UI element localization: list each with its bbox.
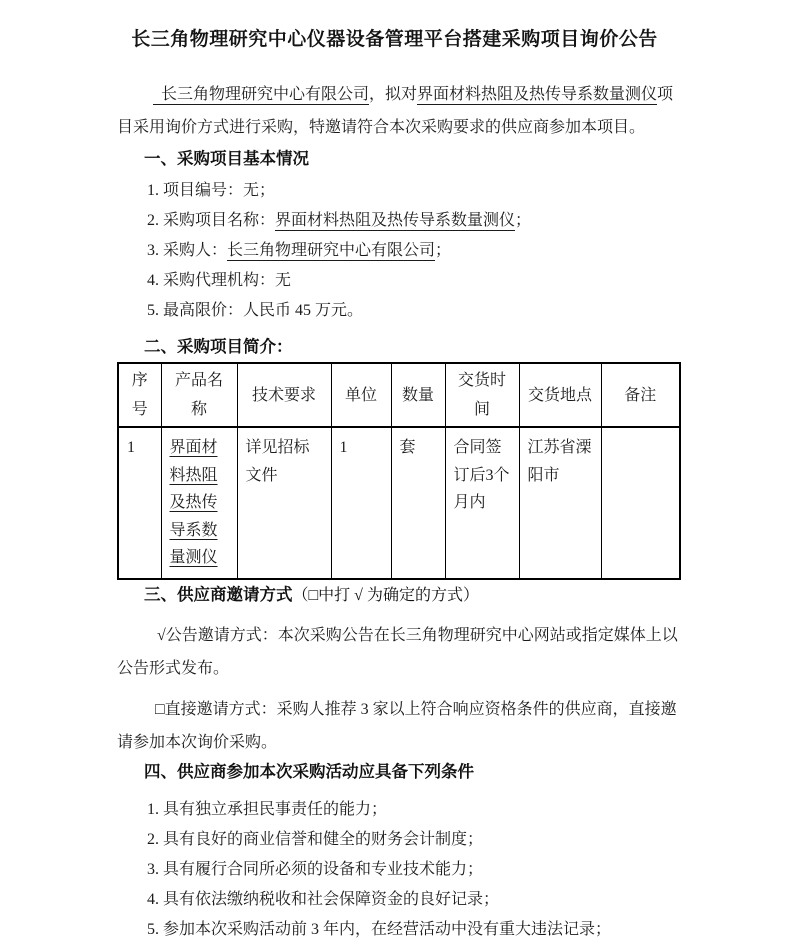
section4-list bbox=[117, 795, 685, 945]
section4-heading: 四、供应商参加本次采购活动应具备下列条件 bbox=[144, 762, 474, 781]
col-header-delivery-time: 交货时间 bbox=[445, 363, 519, 427]
list-item-purchaser: 3. 采购人：长三角物理研究中心有限公司； bbox=[147, 242, 452, 259]
intro-text-tail: 项目采用询价方式进行采购，特邀请符合本次采购要求的供应商参加本项目。 bbox=[117, 86, 674, 136]
cell-seq: 1 bbox=[118, 427, 161, 579]
table-header-row bbox=[118, 363, 680, 427]
project-name-underlined: 界面材料热阻及热传导系数量测仪 bbox=[275, 212, 516, 229]
list-item-project-name: 2. 采购项目名称：界面材料热阻及热传导系数量测仪； bbox=[147, 212, 532, 229]
col-header-delivery-place: 交货地点 bbox=[519, 363, 601, 427]
list-item-project-number: 1. 项目编号：无； bbox=[147, 182, 276, 199]
col-header-remark: 备注 bbox=[601, 363, 680, 427]
list-item-price-limit: 5. 最高限价：人民币 45 万元。 bbox=[147, 302, 364, 319]
col-header-unit: 单位 bbox=[331, 363, 391, 427]
intro-text: ，拟对 bbox=[369, 86, 418, 103]
cell-remark bbox=[601, 427, 680, 579]
condition-item-1: 1. 具有独立承担民事责任的能力； bbox=[147, 800, 388, 818]
col-header-seq: 序号 bbox=[118, 363, 161, 427]
condition-item-3: 3. 具有履行合同所必须的设备和专业技术能力； bbox=[147, 860, 484, 878]
section3-heading-note: （□中打 √ 为确定的方式） bbox=[292, 586, 479, 604]
intro-paragraph bbox=[117, 78, 685, 144]
list-item-agency: 4. 采购代理机构：无 bbox=[147, 272, 292, 289]
document-title: 长三角物理研究中心仪器设备管理平台搭建采购项目询价公告 bbox=[131, 29, 658, 50]
cell-product: 界面材料热阻及热传导系数量测仪 bbox=[161, 427, 237, 579]
cell-unit: 1 bbox=[331, 427, 391, 579]
condition-item-5: 5. 参加本次采购活动前 3 年内，在经营活动中没有重大违法记录； bbox=[147, 920, 612, 938]
procurement-items-table bbox=[117, 362, 681, 580]
condition-item-4: 4. 具有依法缴纳税收和社会保障资金的良好记录； bbox=[147, 890, 500, 908]
table-row bbox=[118, 427, 680, 579]
col-header-product: 产品名称 bbox=[161, 363, 237, 427]
section1-heading: 一、采购项目基本情况 bbox=[144, 150, 309, 168]
cell-delivery-place: 江苏省溧阳市 bbox=[519, 427, 601, 579]
section1-list bbox=[117, 176, 685, 326]
cell-quantity: 套 bbox=[391, 427, 445, 579]
section2-heading: 二、采购项目简介： bbox=[144, 338, 293, 356]
project-name-underlined: 界面材料热阻及热传导系数量测仪 bbox=[417, 86, 658, 103]
cell-tech: 详见招标文件 bbox=[237, 427, 331, 579]
col-header-tech: 技术要求 bbox=[237, 363, 331, 427]
announcement-invitation-paragraph: √公告邀请方式：本次采购公告在长三角物理研究中心网站或指定媒体上以公告形式发布。 bbox=[117, 626, 678, 677]
section3-heading: 三、供应商邀请方式（□中打 √ 为确定的方式） bbox=[144, 585, 479, 604]
direct-invitation-paragraph: □直接邀请方式：采购人推荐 3 家以上符合响应资格条件的供应商，直接邀请参加本次询价采购。 bbox=[117, 700, 677, 751]
cell-delivery-time: 合同签订后3个月内 bbox=[445, 427, 519, 579]
purchaser-name-underlined: 长三角物理研究中心有限公司 bbox=[227, 242, 436, 259]
condition-item-2: 2. 具有良好的商业信誉和健全的财务会计制度； bbox=[147, 830, 484, 848]
buyer-name-underlined: 长三角物理研究中心有限公司 bbox=[153, 86, 369, 105]
col-header-quantity: 数量 bbox=[391, 363, 445, 427]
